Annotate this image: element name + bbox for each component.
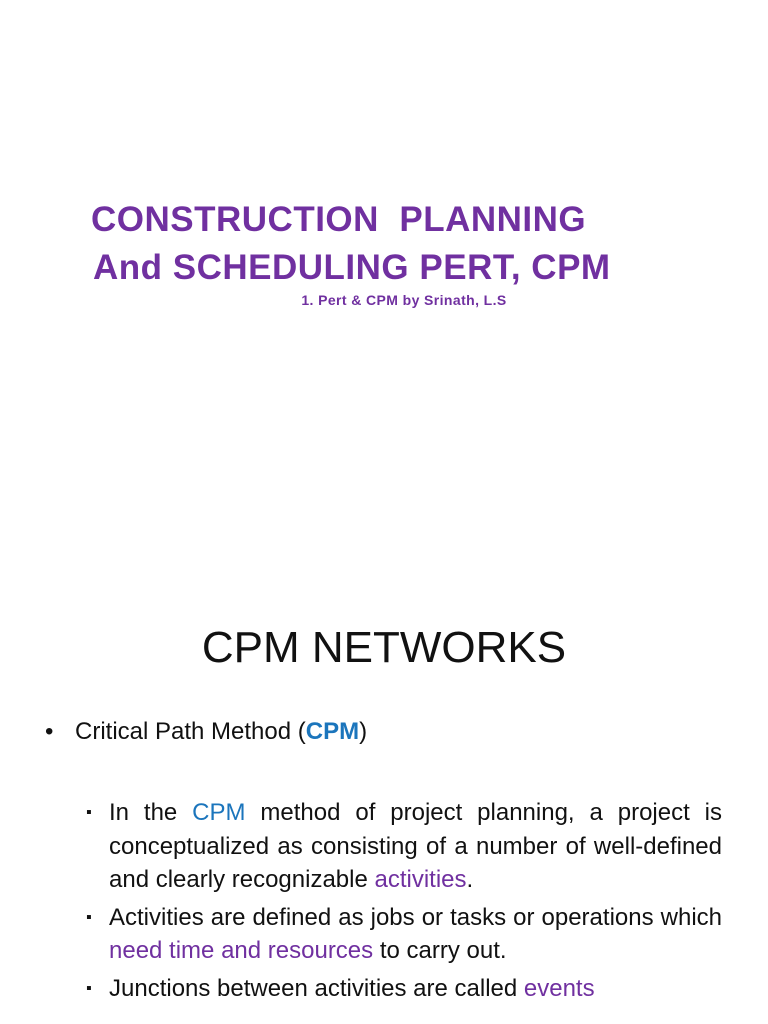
text-segment: In the [109, 799, 193, 826]
text-segment: to carry out. [373, 937, 507, 964]
sub-bullet-junctions-events [86, 972, 722, 1006]
text-segment: method of project planning, a project is conceptualized as consisting of a number of well-defined and clearly recognizable [109, 799, 722, 893]
highlight-activities: activities [374, 866, 467, 893]
text-segment: Activities are defined as jobs or tasks or operations which [109, 903, 722, 931]
section-heading: CPM NETWORKS [201, 623, 567, 672]
square-bullet-marker: ▪ [86, 804, 92, 821]
sub-bullet-activities-defined [86, 901, 722, 968]
highlight-need-time-resources: need time and resources [109, 937, 374, 964]
square-bullet-marker: ▪ [86, 979, 92, 997]
title-line-1: CONSTRUCTION PLANNING [91, 200, 587, 239]
highlight-events: events [523, 974, 595, 1002]
bullet-marker: • [45, 718, 54, 745]
subtitle-reference: 1. Pert & CPM by Srinath, L.S [301, 292, 507, 308]
sub-bullet-cpm-method [86, 796, 722, 897]
title-line-2: And SCHEDULING PERT, CPM [93, 248, 611, 287]
bullet-highlight-cpm: CPM [305, 718, 360, 745]
highlight-cpm: CPM [192, 799, 246, 826]
text-segment: . [466, 866, 474, 893]
bullet-prefix: Critical Path Method ( [75, 718, 306, 745]
bullet-suffix: ) [359, 718, 368, 745]
sub-bullet-list [86, 796, 722, 1009]
text-segment: Junctions between activities are called [109, 974, 524, 1002]
bullet-critical-path-method [45, 717, 367, 747]
content-slide [0, 560, 768, 1024]
square-bullet-marker: ▪ [86, 908, 92, 926]
